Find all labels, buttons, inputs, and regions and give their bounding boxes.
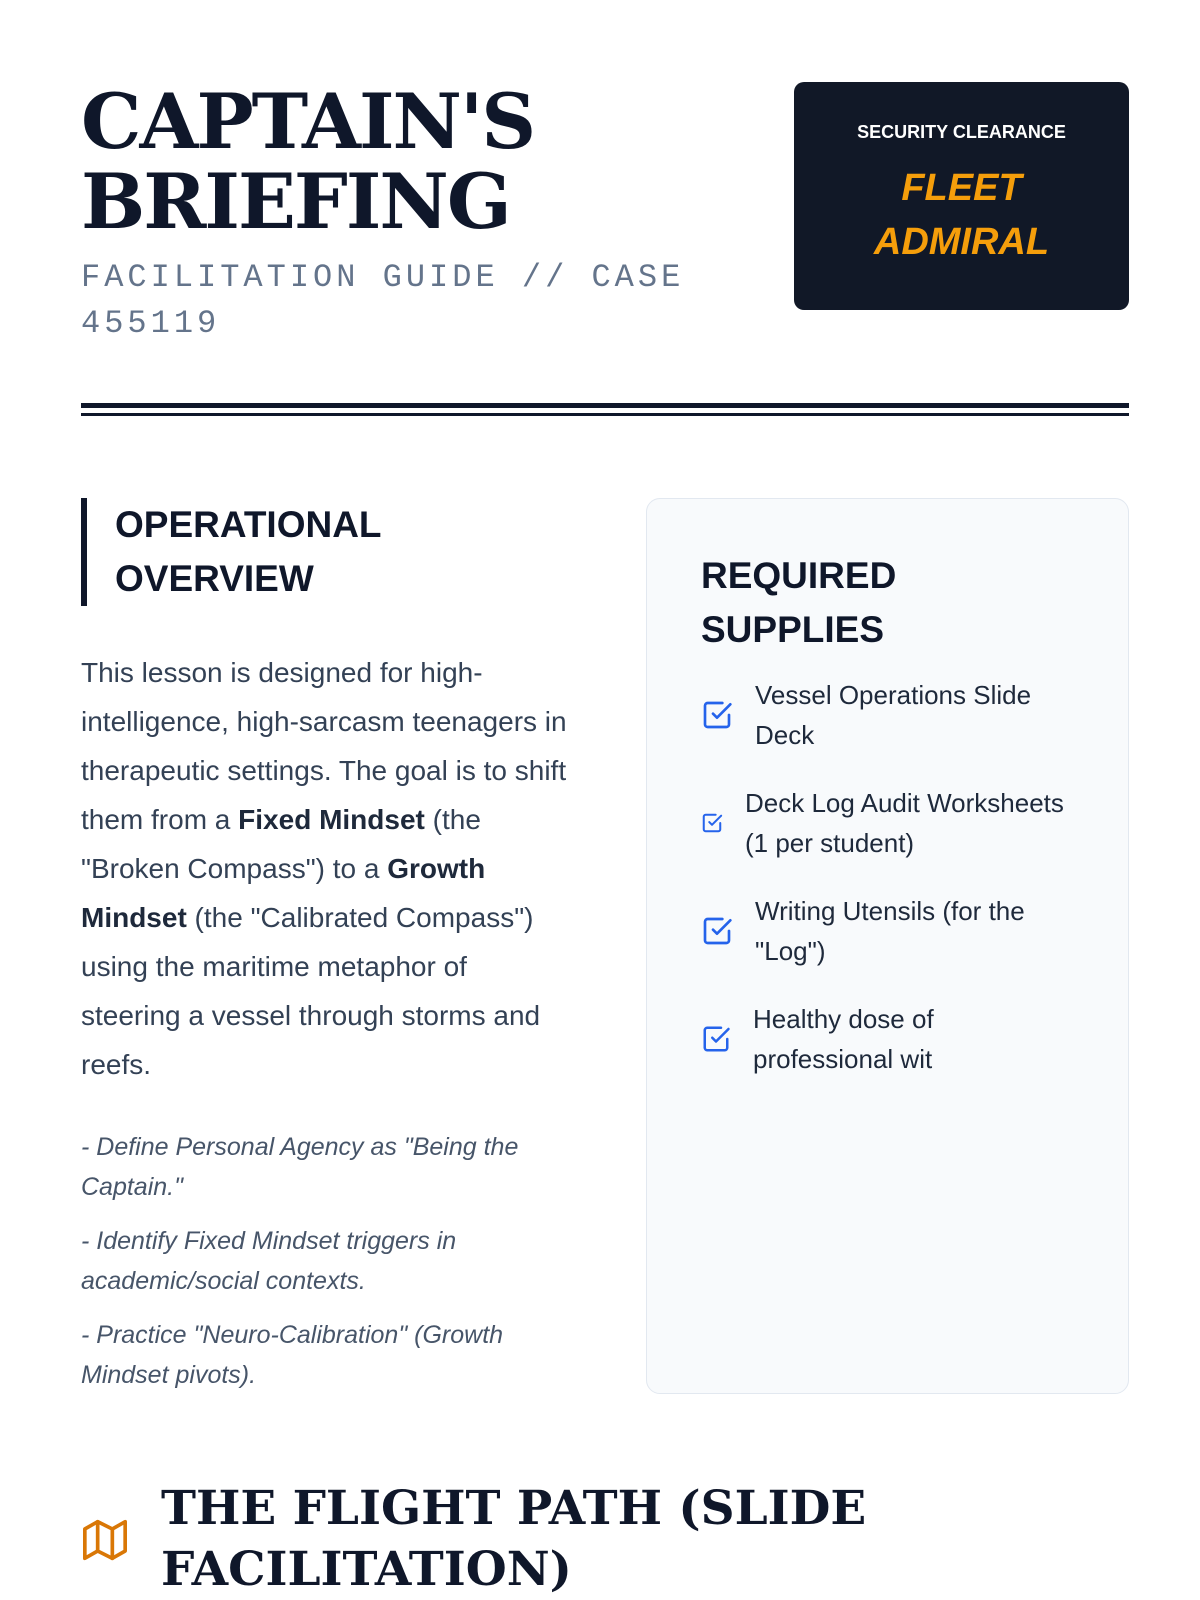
supply-item-label: Healthy dose of professional wit	[753, 1004, 934, 1074]
fixed-mindset-term: Fixed Mindset	[238, 804, 425, 835]
checkbox-check-icon	[701, 812, 723, 834]
overview-text-part-2: (the "Broken Compass") to a	[81, 804, 481, 884]
flight-path-heading: THE FLIGHT PATH (SLIDE FACILITATION)	[161, 1481, 867, 1597]
security-clearance-badge	[794, 82, 1129, 310]
supplies-heading-line-2: SUPPLIES	[701, 609, 884, 650]
briefing-page	[81, 0, 1129, 1600]
objective-item: - Identify Fixed Mindset triggers in academic/social contexts.	[81, 1227, 457, 1295]
title-line-2: BRIEFING	[81, 157, 510, 246]
map-icon	[83, 1518, 127, 1562]
clearance-label: SECURITY CLEARANCE	[857, 122, 1066, 142]
overview-paragraph	[81, 648, 571, 1089]
overview-heading-line-1: OPERATIONAL	[115, 504, 382, 545]
objectives-list	[81, 1127, 571, 1409]
supply-item-label: Writing Utensils (for the "Log")	[755, 896, 1025, 966]
supplies-heading-line-1: REQUIRED	[701, 555, 897, 596]
page-title	[81, 77, 721, 246]
supply-item	[701, 783, 1081, 863]
supply-item	[701, 999, 991, 1079]
checkbox-check-icon	[701, 915, 733, 947]
overview-text-part-1: This lesson is designed for high-intelligence, high-sarcasm teenagers in therapeutic settings. The goal is to shift them from a	[81, 657, 567, 835]
header-divider-thin	[81, 413, 1129, 416]
supply-item	[701, 891, 1061, 971]
growth-mindset-term: Growth Mindset	[81, 853, 486, 933]
page-subtitle: FACILITATION GUIDE // CASE 455119	[81, 259, 685, 342]
clearance-level	[794, 161, 1129, 269]
clearance-level-line-1: FLEET	[901, 167, 1022, 209]
supply-item	[701, 675, 1061, 755]
checkbox-check-icon	[701, 1024, 731, 1054]
checkbox-check-icon	[701, 699, 733, 731]
required-supplies-card	[646, 498, 1129, 1394]
overview-heading-block	[81, 498, 535, 606]
overview-heading	[115, 498, 535, 606]
overview-text-part-3: (the "Calibrated Compass") using the maritime metaphor of steering a vessel through storms and reefs.	[81, 902, 541, 1080]
overview-heading-line-2: OVERVIEW	[115, 558, 314, 599]
header-divider-thick	[81, 403, 1129, 408]
clearance-level-line-2: ADMIRAL	[873, 221, 1050, 263]
title-line-1: CAPTAIN'S	[81, 77, 535, 166]
supply-item-label: Vessel Operations Slide Deck	[755, 680, 1032, 750]
objective-item: - Define Personal Agency as "Being the Captain."	[81, 1133, 519, 1201]
objective-item: - Practice "Neuro-Calibration" (Growth Mindset pivots).	[81, 1321, 504, 1389]
supply-item-label: Deck Log Audit Worksheets (1 per student)	[745, 788, 1064, 858]
supplies-heading	[701, 549, 1001, 657]
